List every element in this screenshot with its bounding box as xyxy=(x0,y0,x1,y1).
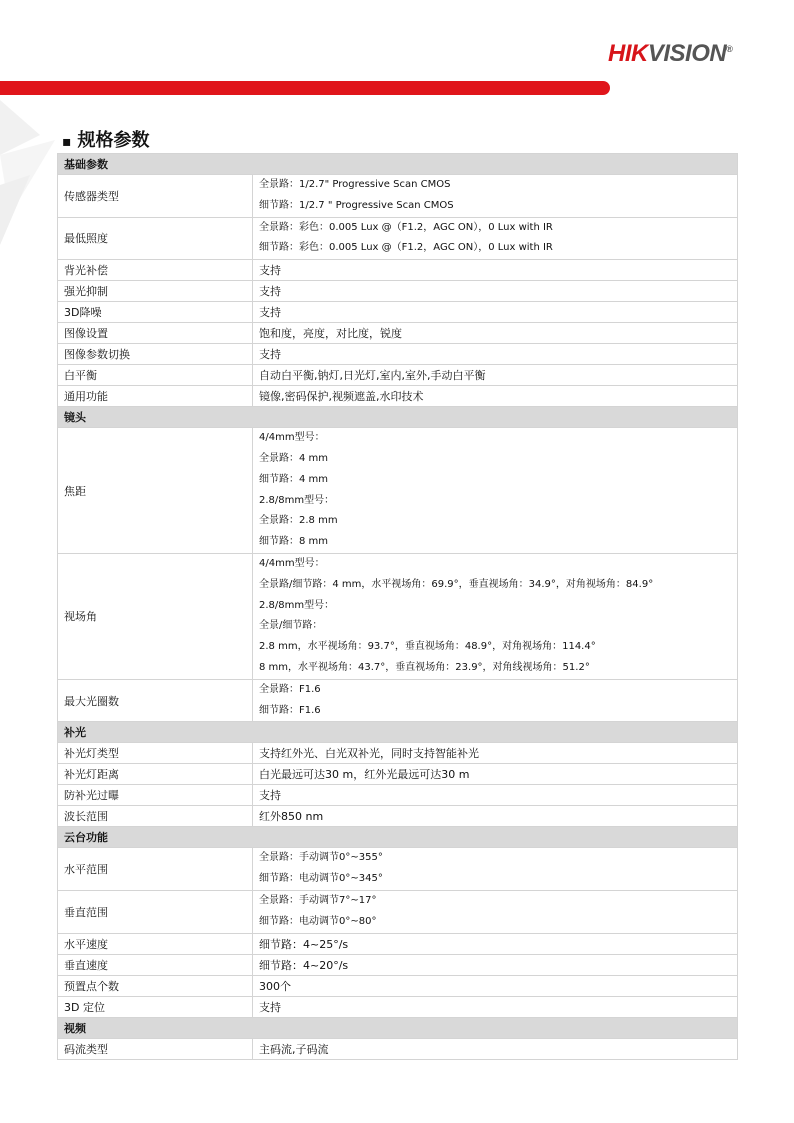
spec-value-line: 全景路：1/2.7" Progressive Scan CMOS xyxy=(259,179,451,190)
spec-value-line: 2.8/8mm型号： xyxy=(259,599,335,611)
spec-name: 水平速度 xyxy=(58,933,253,954)
spec-name: 垂直速度 xyxy=(58,954,253,975)
spec-value-line: 细节路：电动调节0°~345° xyxy=(259,873,383,885)
spec-row xyxy=(58,1038,738,1059)
spec-row xyxy=(58,975,738,996)
spec-row xyxy=(58,217,738,260)
spec-name: 图像参数切换 xyxy=(58,344,253,365)
spec-value: 支持 xyxy=(253,344,738,365)
spec-table-body xyxy=(58,154,738,1060)
category-row xyxy=(58,1017,738,1038)
spec-row xyxy=(58,175,738,218)
spec-value: 支持 xyxy=(253,281,738,302)
spec-value xyxy=(253,890,738,933)
spec-value: 支持 xyxy=(253,260,738,281)
spec-value-line: 细节路：彩色：0.005 Lux @（F1.2，AGC ON），0 Lux with IR xyxy=(259,242,553,254)
spec-name: 传感器类型 xyxy=(58,175,253,218)
spec-value-line: 4/4mm型号： xyxy=(259,432,325,444)
spec-value: 镜像,密码保护,视频遮盖,水印技术 xyxy=(253,386,738,407)
spec-value-line: 细节路：4 mm xyxy=(259,473,329,485)
spec-name: 焦距 xyxy=(58,428,253,554)
spec-name: 最大光圈数 xyxy=(58,679,253,722)
spec-value-line: 全景路：F1.6 xyxy=(259,683,321,695)
spec-value: 自动白平衡,钠灯,日光灯,室内,室外,手动白平衡 xyxy=(253,365,738,386)
spec-name: 波长范围 xyxy=(58,806,253,827)
spec-row xyxy=(58,281,738,302)
spec-value: 支持红外光、白光双补光，同时支持智能补光 xyxy=(253,743,738,764)
spec-value-line: 2.8 mm，水平视场角：93.7°，垂直视场角：48.9°，对角视场角：114.4° xyxy=(259,641,596,653)
spec-value-line: 全景路：手动调节0°~355° xyxy=(259,852,383,864)
spec-row xyxy=(58,954,738,975)
spec-value-line: 8 mm，水平视场角：43.7°，垂直视场角：23.9°，对角线视场角：51.2° xyxy=(259,661,590,673)
spec-name: 强光抑制 xyxy=(58,281,253,302)
logo-text-red: HIK xyxy=(608,40,648,67)
category-row xyxy=(58,407,738,428)
spec-value-line: 全景路：2.8 mm xyxy=(259,515,338,527)
spec-row xyxy=(58,323,738,344)
header-red-bar xyxy=(0,81,610,95)
spec-row xyxy=(58,386,738,407)
spec-name: 码流类型 xyxy=(58,1038,253,1059)
spec-value: 300个 xyxy=(253,975,738,996)
spec-value: 细节路：4~20°/s xyxy=(253,954,738,975)
spec-value-line: 全景路/细节路：4 mm，水平视场角：69.9°，垂直视场角：34.9°，对角视场角：84.9° xyxy=(259,578,654,590)
spec-value-line: 细节路：F1.6 xyxy=(259,704,321,716)
category-label: 镜头 xyxy=(58,407,738,428)
bullet-icon: ▪ xyxy=(62,134,72,150)
spec-name: 白平衡 xyxy=(58,365,253,386)
spec-value-line: 细节路：1/2.7 " Progressive Scan CMOS xyxy=(259,199,454,211)
spec-row xyxy=(58,344,738,365)
category-label: 基础参数 xyxy=(58,154,738,175)
spec-row xyxy=(58,743,738,764)
spec-value-line: 全景路：彩色：0.005 Lux @（F1.2，AGC ON），0 Lux with IR xyxy=(259,221,553,233)
spec-value: 支持 xyxy=(253,302,738,323)
spec-name: 图像设置 xyxy=(58,323,253,344)
registered-mark: ® xyxy=(726,44,733,54)
spec-name: 垂直范围 xyxy=(58,890,253,933)
logo-text-gray: VISION xyxy=(647,40,727,67)
spec-row xyxy=(58,806,738,827)
spec-name: 通用功能 xyxy=(58,386,253,407)
spec-row xyxy=(58,996,738,1017)
spec-value: 细节路：4~25°/s xyxy=(253,933,738,954)
spec-value-line: 4/4mm型号： xyxy=(259,557,325,569)
spec-value: 饱和度，亮度，对比度，锐度 xyxy=(253,323,738,344)
spec-row xyxy=(58,260,738,281)
spec-value: 支持 xyxy=(253,785,738,806)
spec-name: 水平范围 xyxy=(58,848,253,891)
spec-value-line: 全景/细节路： xyxy=(259,620,323,632)
spec-value-line: 全景路：手动调节7°~17° xyxy=(259,894,377,906)
category-row xyxy=(58,827,738,848)
category-row xyxy=(58,722,738,743)
spec-value: 白光最远可达30 m，红外光最远可达30 m xyxy=(253,764,738,785)
spec-value xyxy=(253,175,738,218)
spec-row xyxy=(58,428,738,554)
spec-name: 3D 定位 xyxy=(58,996,253,1017)
spec-value xyxy=(253,679,738,722)
spec-value: 红外850 nm xyxy=(253,806,738,827)
spec-value-line: 2.8/8mm型号： xyxy=(259,494,335,506)
category-label: 补光 xyxy=(58,722,738,743)
spec-name: 视场角 xyxy=(58,553,253,679)
background-decoration xyxy=(0,95,60,245)
spec-row xyxy=(58,890,738,933)
spec-name: 补光灯距离 xyxy=(58,764,253,785)
spec-value: 支持 xyxy=(253,996,738,1017)
spec-value xyxy=(253,848,738,891)
spec-row xyxy=(58,933,738,954)
spec-name: 背光补偿 xyxy=(58,260,253,281)
category-label: 云台功能 xyxy=(58,827,738,848)
spec-value xyxy=(253,217,738,260)
spec-value-line: 细节路：8 mm xyxy=(259,536,329,548)
spec-row xyxy=(58,553,738,679)
category-label: 视频 xyxy=(58,1017,738,1038)
spec-name: 防补光过曝 xyxy=(58,785,253,806)
spec-name: 3D降噪 xyxy=(58,302,253,323)
spec-value-line: 细节路：电动调节0°~80° xyxy=(259,915,377,927)
spec-row xyxy=(58,365,738,386)
section-title xyxy=(62,126,150,152)
spec-name: 最低照度 xyxy=(58,217,253,260)
section-title-text: 规格参数 xyxy=(77,130,150,151)
category-row xyxy=(58,154,738,175)
spec-row xyxy=(58,679,738,722)
spec-value: 主码流,子码流 xyxy=(253,1038,738,1059)
spec-row xyxy=(58,764,738,785)
spec-name: 预置点个数 xyxy=(58,975,253,996)
hikvision-logo xyxy=(608,36,758,67)
spec-name: 补光灯类型 xyxy=(58,743,253,764)
spec-value xyxy=(253,428,738,554)
spec-table xyxy=(57,153,738,1060)
spec-row xyxy=(58,302,738,323)
spec-value xyxy=(253,553,738,679)
spec-value-line: 全景路：4 mm xyxy=(259,452,329,464)
spec-row xyxy=(58,785,738,806)
spec-row xyxy=(58,848,738,891)
